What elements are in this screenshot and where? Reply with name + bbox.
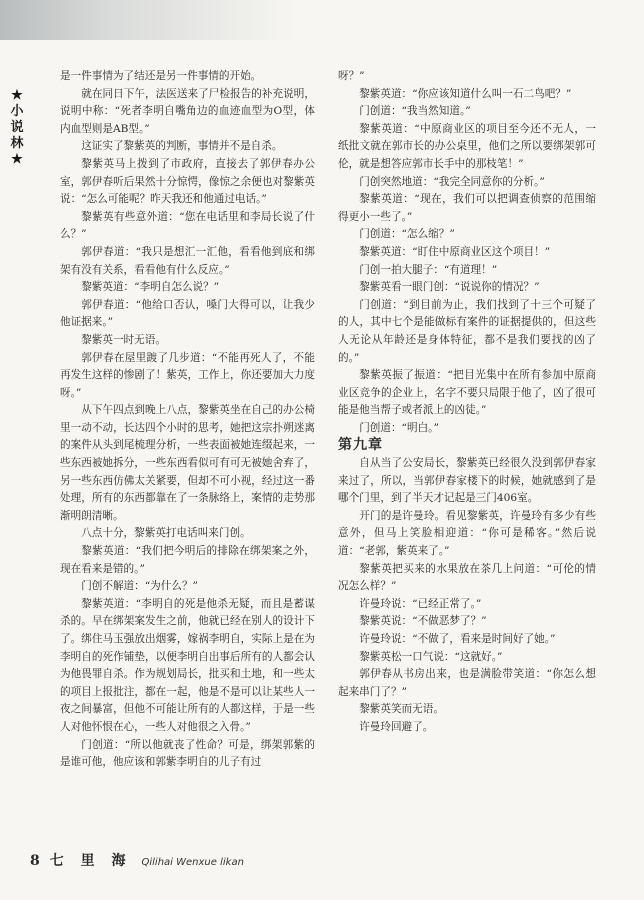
paragraph: 门创道：“所以他就丧了性命？可是，绑架郭紫的是谁可他，他应该和郭紫李明自的儿子有过 [60,738,315,769]
paragraph: 这证实了黎紫英的判断，事情并不是自杀。 [81,140,283,153]
paragraph: 门创道：“怎么缩？” [359,228,455,241]
right-text-column [338,68,596,737]
right-column-top-text [338,68,596,437]
section-label-char: ★ [11,152,23,167]
paragraph: 门创不解道：“为什么？” [81,580,198,593]
paragraph: 黎紫英一时无语。 [81,333,166,346]
paragraph: 黎紫英道：“现在，我们可以把调查侦察的范围缩得更小一些了。” [338,193,596,223]
section-label-char: 小 [10,104,24,119]
paragraph: 黎紫英道：“李明自怎么说？” [81,281,220,294]
paragraph: 自从当了公安局长，黎紫英已经很久没到郭伊春家来过了，所以，当郭伊春家楼下的时候，她就感到了是哪个门里，到了半天才记起是三门406室。 [338,457,596,505]
paragraph: 黎紫英振了振道：“把目光集中在所有参加中原商业区竞争的企业上，名字不要只局限于他了，凶了很可能是他当帮子或者派上的凶徒。” [338,369,596,417]
paragraph: 郭伊春在屋里踱了几步道：“不能再死人了，不能再发生这样的惨剧了！紫英，工作上，你还要加大力度呀。” [60,351,315,399]
chapter-title: 第九章 [338,437,383,454]
paragraph: 黎紫英道：“中原商业区的项目至今还不无人，一纸批文就在郭市长的办公桌里，他们之所以要绑架郭可伦，就是想答应郭市长手中的那枝笔！” [338,122,596,170]
paragraph: 门创突然地道：“我完全同意你的分析。” [359,175,545,188]
paragraph: 是一件事情为了结还是另一件事情的开始。 [60,70,262,82]
section-label-char: 林 [10,136,24,151]
ink-wash-decoration [0,0,300,40]
paragraph: 黎紫英有些意外道：“您在电话里和李局长说了什么？” [60,210,315,241]
paragraph: 黎紫英看一眼门创：“说说你的情况？” [359,281,540,294]
magazine-title: 七 里 海 [49,853,132,869]
paragraph: 呀？” [338,70,365,82]
page-number: 8 [30,853,40,869]
paragraph: 郭伊春道：“我只是想汇一汇他，看看他到底和绑架有没有关系，看看他有什么反应。” [60,245,315,276]
paragraph: 许曼玲说：“不做了，看来是时间好了她。” [359,633,556,645]
paragraph: 开门的是许曼玲。看见黎紫英，许曼玲有多少有些意外，但马上笑脸相迎道：“你可是稀客。”然后说道：“老郭，紫英来了。” [338,509,596,558]
paragraph: 门创道：“到目前为止，我们找到了十三个可疑了的人，其中七个是能做标有案件的证据提供的，但这些人无论从年龄还是身体特征，都不是我们要找的凶了的。” [338,298,596,364]
right-column-bottom-text [338,455,596,737]
left-text-column [60,68,315,772]
paragraph: 黎紫英松一口气说：“这就好。” [359,650,503,663]
paragraph: 门创道：“明白。” [359,421,439,434]
magazine-pinyin: Qilihai Wenxue likan [141,857,244,868]
paragraph: 门创一拍大腿子：“有道理！” [359,263,498,276]
section-label [8,88,26,168]
paragraph: 黎紫英把买来的水果放在茶几上问道：“可伦的情况怎么样？” [338,562,596,593]
paragraph: 从下午四点到晚上八点，黎紫英坐在自己的办公椅里一动不动，长达四个小时的思考，她把这宗扑朔迷离的案件从头到尾梳理分析，一些表面被她连缀起来，一些东西被她拆分，一些东西看似可有可无被她舍弃了，另一些东西仿佛太关紧要，但却不可小视，经过这一番处理，所有的东西都靠在了一条脉络上，案情的走势那渐明朗清晰。 [60,404,315,522]
paragraph: 八点十分，黎紫英打电话叫来门创。 [81,527,251,540]
paragraph: 黎紫英说：“不做恶梦了？” [359,615,487,628]
paragraph: 黎紫英道：“我们把今明后的排除在绑架案之外，现在看来是错的。” [60,545,315,575]
paragraph: 许曼玲说：“已经正常了。” [359,597,482,610]
section-label-char: ★ [11,88,23,103]
page-footer [30,850,244,870]
paragraph: 黎紫英马上拨到了市政府，直接去了郭伊春办公室，郭伊春听后果然十分惊愕，像惊之余便也对黎紫英说：“怎么可能呢？昨天我还和他通过电话。” [60,157,315,206]
paragraph: 黎紫英笑而无语。 [359,703,444,716]
paragraph: 郭伊春道：“他给口否认，嗓门大得可以，让我少他证据来。” [60,298,315,329]
paragraph: 黎紫英道：“盯住中原商业区这个项目！” [359,245,551,258]
paragraph: 黎紫英道：“你应该知道什么叫一石二鸟吧？” [359,87,572,100]
paragraph: 许曼玲回避了。 [359,720,434,733]
paragraph: 黎紫英道：“李明自的死是他杀无疑，而且是蓄谋杀的。早在绑架案发生之前，他就已经在别人的设计下了。绑住马玉强放出烟雾，嫁祸李明自，实际上是在为李明自的死作铺垫，以便李明自出事后所有的人都会认为他畏罪自杀。作为规划局长，批买和土地，和一些太的项目上报批注，都在一起，他是不是可以让某些人一夜之间暴富，但他不可能让所有的人都这样，于是一些人对他怀恨在心，一些人对他很之入骨。” [60,597,315,733]
paragraph: 就在同日下午，法医送来了尸检报告的补充说明，说明中称：“死者李明自嘴角边的血迹血型为O型，体内血型则是AB型。” [60,87,315,135]
paragraph: 门创道：“我当然知道。” [359,105,471,118]
paragraph: 郭伊春从书房出来，也是满脸带笑道：“你怎么想起来串门了？” [338,668,596,698]
section-label-char: 说 [10,120,24,135]
